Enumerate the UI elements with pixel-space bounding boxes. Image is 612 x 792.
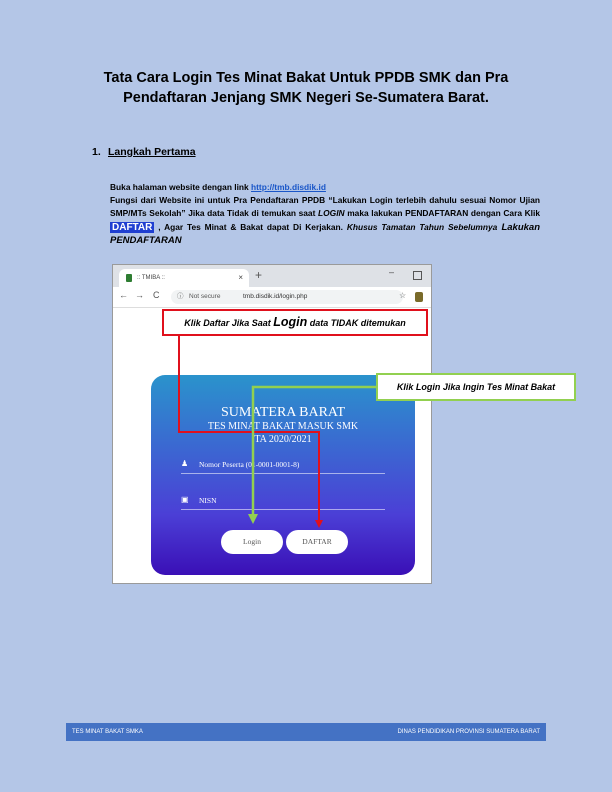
login-word: LOGIN — [318, 208, 345, 219]
daftar-callout — [162, 309, 428, 336]
login-year: TA 2020/2021 — [254, 434, 312, 445]
daftar-button[interactable]: DAFTAR — [286, 530, 348, 554]
login-subtitle: TES MINAT BAKAT MASUK SMK — [207, 421, 359, 432]
footer-right: DINAS PENDIDIKAN PROVINSI SUMATERA BARAT — [397, 729, 540, 735]
tab-title: :: TMIBA :: — [137, 275, 165, 281]
daftar-highlight: DAFTAR — [112, 221, 153, 233]
back-icon[interactable]: ← — [119, 290, 128, 300]
function-text-2: maka lakukan PENDAFTARAN dengan Cara Klik — [344, 208, 540, 219]
address-url: tmb.disdik.id/login.php — [243, 293, 308, 300]
user-icon: ♟ — [181, 459, 189, 468]
green-connector-line — [253, 387, 376, 516]
login-title: SUMATERA BARAT — [220, 405, 346, 420]
red-connector-line — [179, 336, 319, 522]
page-footer — [66, 723, 546, 741]
minimize-icon[interactable]: – — [389, 267, 395, 277]
forward-icon[interactable]: → — [135, 290, 144, 300]
new-tab-icon[interactable]: + — [255, 268, 263, 282]
open-link-text: Buka halaman website dengan link — [110, 182, 252, 192]
step-label: Langkah Pertama — [108, 146, 196, 158]
reload-icon[interactable]: C — [153, 290, 160, 300]
bookmark-star-icon[interactable]: ☆ — [399, 291, 407, 300]
alumni-action: Lakukan PENDAFTARAN — [110, 221, 541, 246]
nomor-peserta-placeholder: Nomor Peserta (01-0001-0001-8) — [199, 460, 300, 469]
tab-close-icon[interactable]: × — [238, 273, 243, 282]
nisn-placeholder: NISN — [199, 496, 217, 505]
footer-left: TES MINAT BAKAT SMKA — [72, 729, 143, 735]
login-callout: Klik Login Jika Ingin Tes Minat Bakat — [376, 373, 576, 401]
function-text-1: Fungsi dari Website ini untuk Pra Pendaftaran PPDB “Lakukan Login terlebih dahulu sesuai Nomor Ujian SMP/MTs Sekolah” Jika data Tidak di temukan saat — [110, 195, 540, 219]
title-line-1: Tata Cara Login Tes Minat Bakat Untuk PPDB SMK dan Pra — [103, 70, 509, 86]
function-text-3: , Agar Tes Minat & Bakat dapat Di Kerjakan. — [154, 221, 343, 232]
daftar-callout-text-2: data TIDAK ditemukan — [307, 318, 406, 328]
website-link[interactable]: http://tmb.disdik.id — [251, 182, 326, 192]
red-arrowhead — [315, 520, 323, 528]
daftar-callout-login: Login — [273, 315, 308, 329]
step-number: 1. — [92, 146, 101, 158]
not-secure-label: Not secure — [189, 293, 221, 300]
alumni-note: Khusus Tamatan Tahun Sebelumnya — [346, 221, 498, 232]
daftar-callout-text-1: Klik Daftar Jika Saat — [184, 318, 274, 328]
info-icon[interactable]: ⓘ — [177, 293, 184, 300]
title-line-2: Pendaftaran Jenjang SMK Negeri Se-Sumatera Barat. — [123, 90, 489, 106]
lock-icon: ▣ — [181, 495, 189, 504]
login-button[interactable]: Login — [221, 530, 283, 554]
green-arrowhead — [248, 514, 258, 524]
